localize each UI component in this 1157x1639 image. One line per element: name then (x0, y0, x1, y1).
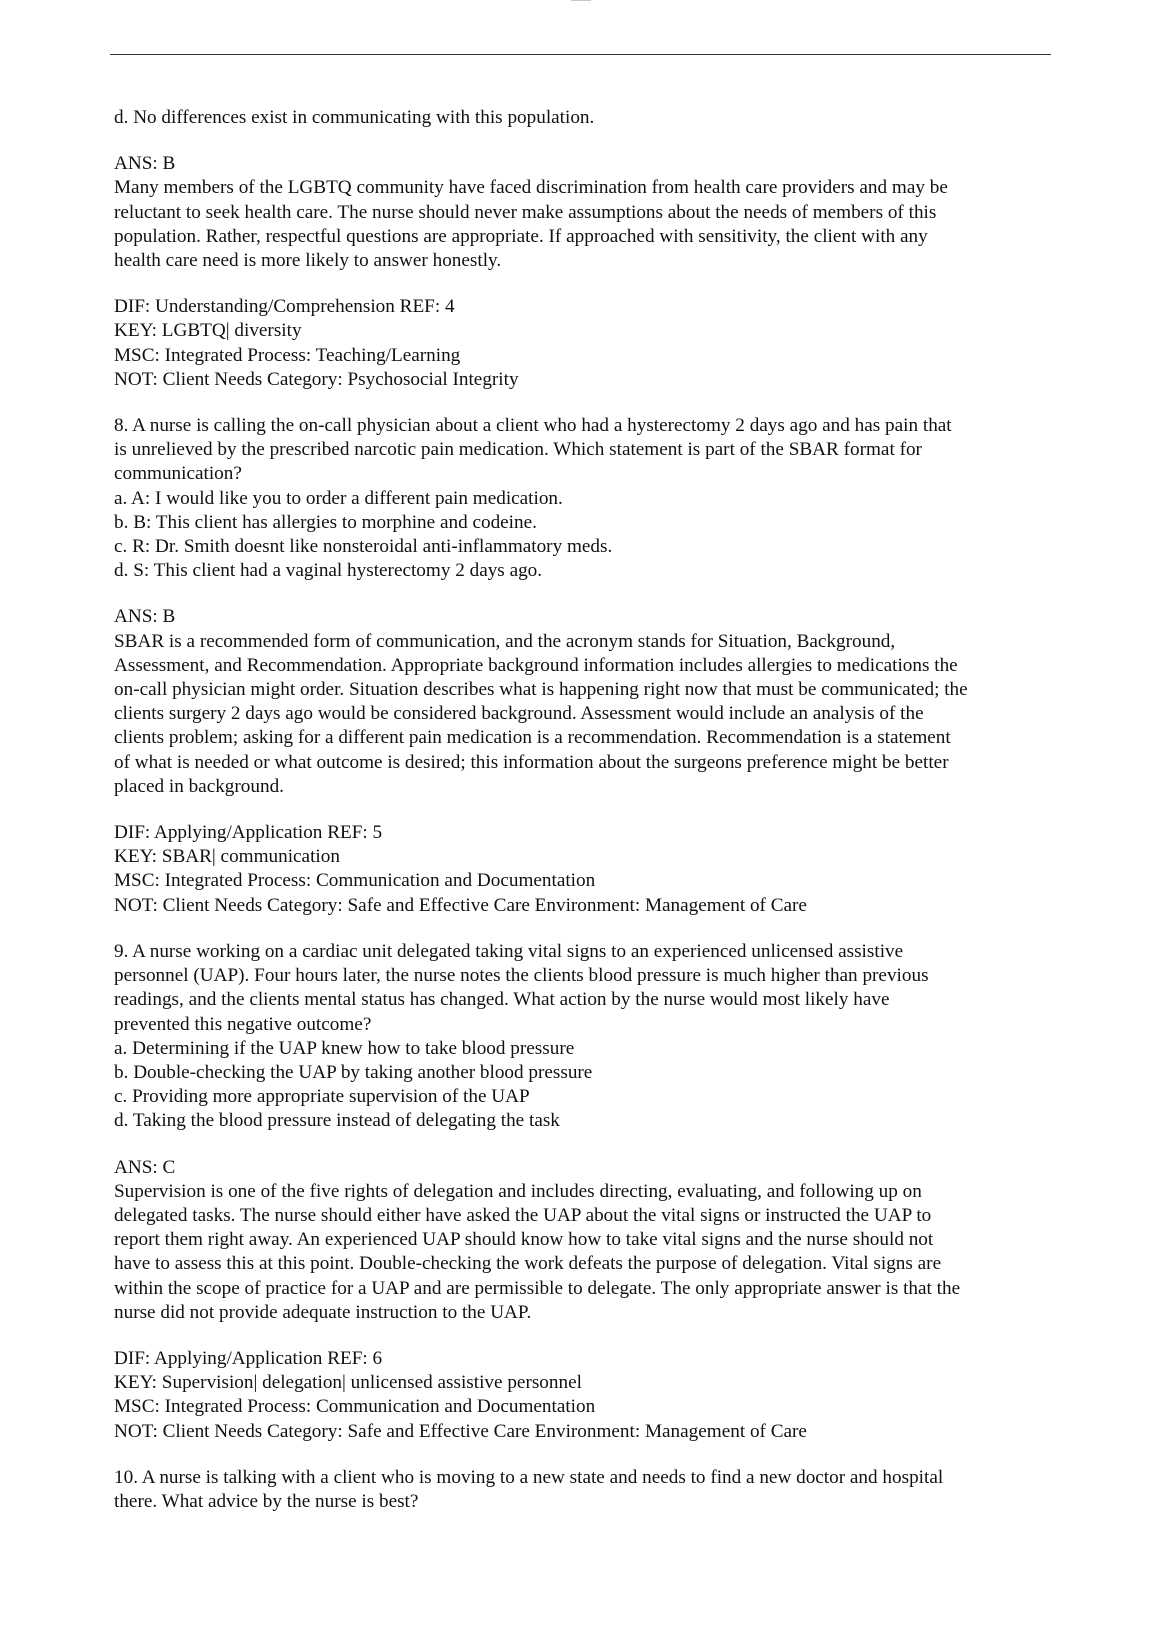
stem-line: there. What advice by the nurse is best? (114, 1490, 419, 1512)
question-meta (114, 1347, 1054, 1444)
rationale-line: within the scope of practice for a UAP and are permissible to delegate. The only appropriate answer is that the (114, 1277, 961, 1299)
question-10 (114, 1466, 1054, 1514)
answer-options (114, 1037, 1054, 1134)
option-c: c. R: Dr. Smith doesnt like nonsteroidal anti-inflammatory meds. (114, 536, 613, 558)
rationale-line: nurse did not provide adequate instruction to the UAP. (114, 1301, 532, 1323)
meta-msc: MSC: Integrated Process: Communication and Documentation (114, 1396, 596, 1418)
stem-line: personnel (UAP). Four hours later, the nurse notes the clients blood pressure is much higher than previous (114, 965, 929, 987)
question-stem (114, 940, 1054, 1037)
stem-line: 10. A nurse is talking with a client who is moving to a new state and needs to find a new doctor and hospital (114, 1466, 944, 1488)
question-9 (114, 940, 1054, 1444)
rationale-line: clients problem; asking for a different pain medication is a recommendation. Recommendation is a statement (114, 727, 951, 749)
answer: ANS: C (114, 1156, 176, 1178)
meta-key: KEY: Supervision| delegation| unlicensed assistive personnel (114, 1372, 582, 1394)
question-meta (114, 821, 1054, 918)
stem-line: communication? (114, 463, 242, 485)
option-b: b. B: This client has allergies to morphine and codeine. (114, 511, 537, 533)
option-b: b. Double-checking the UAP by taking another blood pressure (114, 1061, 593, 1083)
page-top-mark (571, 0, 591, 1)
stem-line: readings, and the clients mental status has changed. What action by the nurse would most likely have (114, 989, 890, 1011)
option-c: c. Providing more appropriate supervision of the UAP (114, 1086, 530, 1108)
rationale-line: of what is needed or what outcome is desired; this information about the surgeons preference might be better (114, 751, 949, 773)
rationale-line: placed in background. (114, 775, 284, 797)
rationale-line: Supervision is one of the five rights of delegation and includes directing, evaluating, and following up on (114, 1180, 922, 1202)
stem-line: 9. A nurse working on a cardiac unit delegated taking vital signs to an experienced unlicensed assistive (114, 940, 904, 962)
option-d: d. No differences exist in communicating with this population. (114, 107, 595, 128)
meta-key: KEY: SBAR| communication (114, 846, 340, 868)
stem-line: 8. A nurse is calling the on-call physician about a client who had a hysterectomy 2 days ago and has pain that (114, 415, 952, 437)
meta-dif: DIF: Understanding/Comprehension REF: 4 (114, 296, 455, 318)
answer: ANS: B (114, 606, 176, 628)
stem-line: prevented this negative outcome? (114, 1013, 372, 1035)
meta-key: KEY: LGBTQ| diversity (114, 320, 302, 342)
option-a: a. Determining if the UAP knew how to take blood pressure (114, 1037, 575, 1059)
meta-dif: DIF: Applying/Application REF: 6 (114, 1347, 383, 1369)
rationale (114, 176, 1054, 273)
question-meta (114, 295, 1054, 392)
answer: ANS: B (114, 153, 176, 175)
header-rule (110, 54, 1051, 55)
meta-not: NOT: Client Needs Category: Psychosocial Integrity (114, 368, 519, 390)
meta-not: NOT: Client Needs Category: Safe and Effective Care Environment: Management of Care (114, 894, 807, 916)
page-content (114, 106, 1054, 1514)
option-a: a. A: I would like you to order a different pain medication. (114, 487, 563, 509)
stem-line: is unrelieved by the prescribed narcotic pain medication. Which statement is part of the SBAR format for (114, 439, 922, 461)
meta-msc: MSC: Integrated Process: Teaching/Learning (114, 344, 461, 366)
rationale-line: population. Rather, respectful questions are appropriate. If approached with sensitivity, the client with any (114, 225, 928, 247)
question-stem (114, 414, 1054, 487)
option-d: d. S: This client had a vaginal hysterectomy 2 days ago. (114, 560, 543, 582)
rationale-line: Many members of the LGBTQ community have faced discrimination from health care providers and may be (114, 177, 948, 199)
rationale-line: delegated tasks. The nurse should either have asked the UAP about the vital signs or instructed the UAP to (114, 1204, 932, 1226)
answer-options (114, 487, 1054, 584)
option-d: d. Taking the blood pressure instead of delegating the task (114, 1110, 560, 1132)
rationale-line: report them right away. An experienced UAP should know how to take vital signs and the nurse should not (114, 1229, 934, 1251)
rationale-line: on-call physician might order. Situation describes what is happening right now that must be communicated; the (114, 679, 968, 701)
rationale-line: health care need is more likely to answer honestly. (114, 250, 502, 272)
rationale-line: Assessment, and Recommendation. Appropriate background information includes allergies to medications the (114, 654, 958, 676)
meta-msc: MSC: Integrated Process: Communication and Documentation (114, 870, 596, 892)
question-8 (114, 414, 1054, 918)
meta-dif: DIF: Applying/Application REF: 5 (114, 822, 383, 844)
meta-not: NOT: Client Needs Category: Safe and Effective Care Environment: Management of Care (114, 1420, 807, 1442)
rationale (114, 1180, 1054, 1325)
rationale-line: have to assess this at this point. Double-checking the work defeats the purpose of delegation. Vital signs are (114, 1253, 942, 1275)
question-stem (114, 1466, 1054, 1514)
rationale-line: reluctant to seek health care. The nurse should never make assumptions about the needs of members of this (114, 201, 937, 223)
rationale-line: SBAR is a recommended form of communication, and the acronym stands for Situation, Background, (114, 630, 896, 652)
question-7-tail (114, 106, 1054, 392)
rationale-line: clients surgery 2 days ago would be considered background. Assessment would include an analysis of the (114, 703, 924, 725)
rationale (114, 630, 1054, 799)
